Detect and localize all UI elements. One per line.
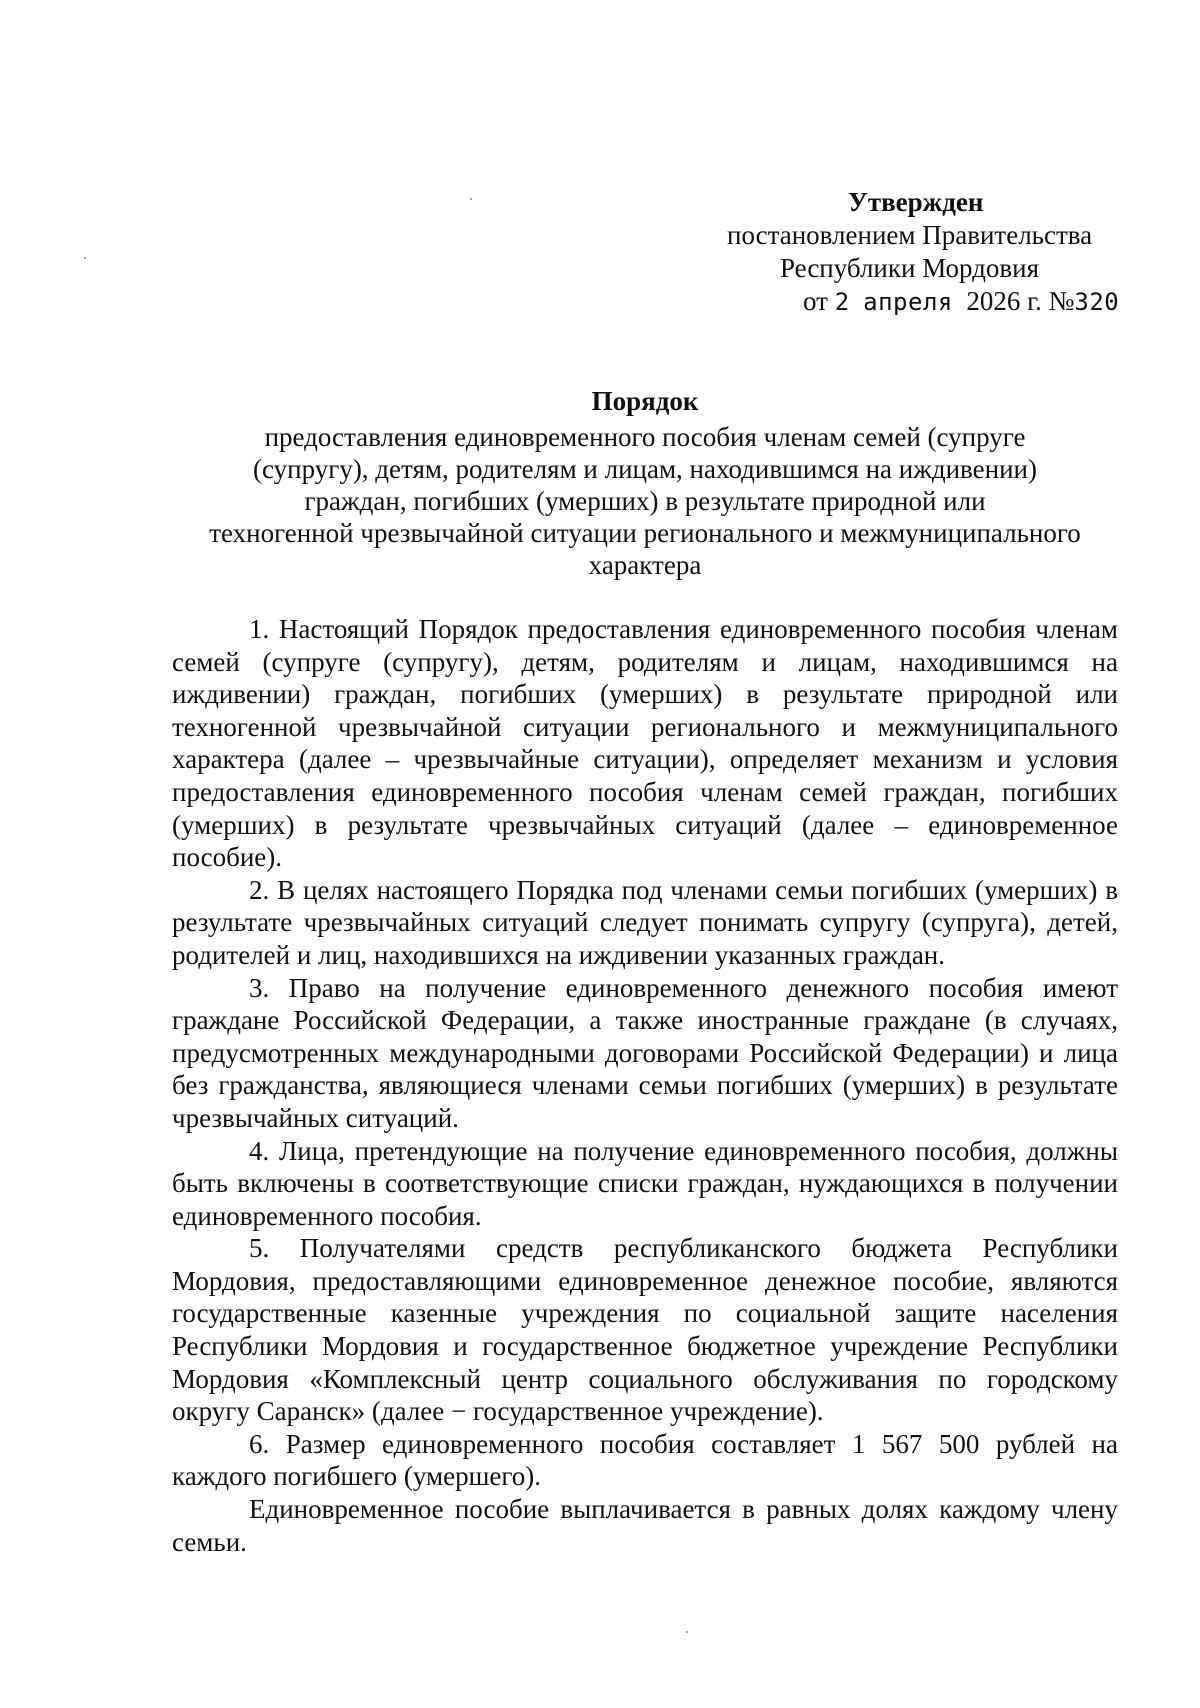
- paragraph-7: Единовременное пособие выплачивается в равных долях каждому члену семьи.: [172, 1494, 1118, 1557]
- document-body: [172, 613, 1118, 1558]
- document-title-line: граждан, погибших (умерших) в результате природной или: [304, 486, 986, 516]
- approval-line-2: Республики Мордовия: [780, 253, 1040, 283]
- document-title-line: характера: [588, 550, 702, 580]
- approval-date-year: 2026 г.: [966, 286, 1042, 316]
- paragraph-1: 1. Настоящий Порядок предоставления единовременного пособия членам семей (супруге (супругу), детям, родителям и лицам, находившимся на иждивении) граждан, погибших (умерших) в результате природной или техногенной чрезвычайной ситуации регионального и межмуниципального характера (далее – чрезвычайные ситуации), определяет механизм и условия предоставления единовременного пособия членам семей граждан, погибших (умерших) в результате чрезвычайных ситуаций (далее – единовременное пособие).: [172, 614, 1118, 873]
- approval-stamp: [700, 186, 1120, 319]
- paragraph-4: 4. Лица, претендующие на получение единовременного пособия, должны быть включены в соответствующие списки граждан, нуждающихся в получении единовременного пособия.: [172, 1135, 1118, 1231]
- approval-number-prefix: №: [1048, 286, 1075, 316]
- approval-date-month: апреля: [863, 288, 953, 316]
- document-title-main: Порядок: [591, 386, 699, 416]
- approval-date-line: [700, 285, 1120, 319]
- document-title-line: (супругу), детям, родителям и лицам, находившимся на иждивении): [253, 454, 1037, 484]
- scan-speck: [686, 1631, 688, 1633]
- paragraph-5: 5. Получателями средств республиканского бюджета Республики Мордовия, предоставляющими единовременное денежное пособие, являются государственные казенные учреждения по социальной защите населения Республики Мордовия и государственное бюджетное учреждение Республики Мордовия «Комплексный центр социального обслуживания по городскому округу Саранск» (далее − государственное учреждение).: [172, 1233, 1118, 1427]
- approval-title: Утвержден: [848, 187, 984, 217]
- approval-date-day: 2: [834, 288, 850, 316]
- approval-date-prefix: от: [803, 286, 828, 316]
- approval-line-1: постановлением Правительства: [727, 220, 1093, 250]
- scan-speck: [84, 257, 86, 259]
- document-title-line: техногенной чрезвычайной ситуации регионального и межмуниципального: [209, 518, 1081, 548]
- scan-speck: [470, 198, 472, 200]
- document-title-line: предоставления единовременного пособия членам семей (супруге: [264, 422, 1026, 452]
- paragraph-3: 3. Право на получение единовременного денежного пособия имеют граждане Российской Федерации, а также иностранные граждане (в случаях, предусмотренных международными договорами Российской Федерации) и лица без гражданства, являющиеся членами семьи погибших (умерших) в результате чрезвычайных ситуаций.: [172, 972, 1118, 1133]
- paragraph-2: 2. В целях настоящего Порядка под членами семьи погибших (умерших) в результате чрезвычайных ситуаций следует понимать супругу (супруга), детей, родителей и лиц, находившихся на иждивении указанных граждан.: [172, 874, 1118, 970]
- paragraph-6: 6. Размер единовременного пособия составляет 1 567 500 рублей на каждого погибшего (умершего).: [172, 1428, 1118, 1492]
- document-title: [170, 385, 1120, 581]
- approval-number: 320: [1074, 288, 1120, 316]
